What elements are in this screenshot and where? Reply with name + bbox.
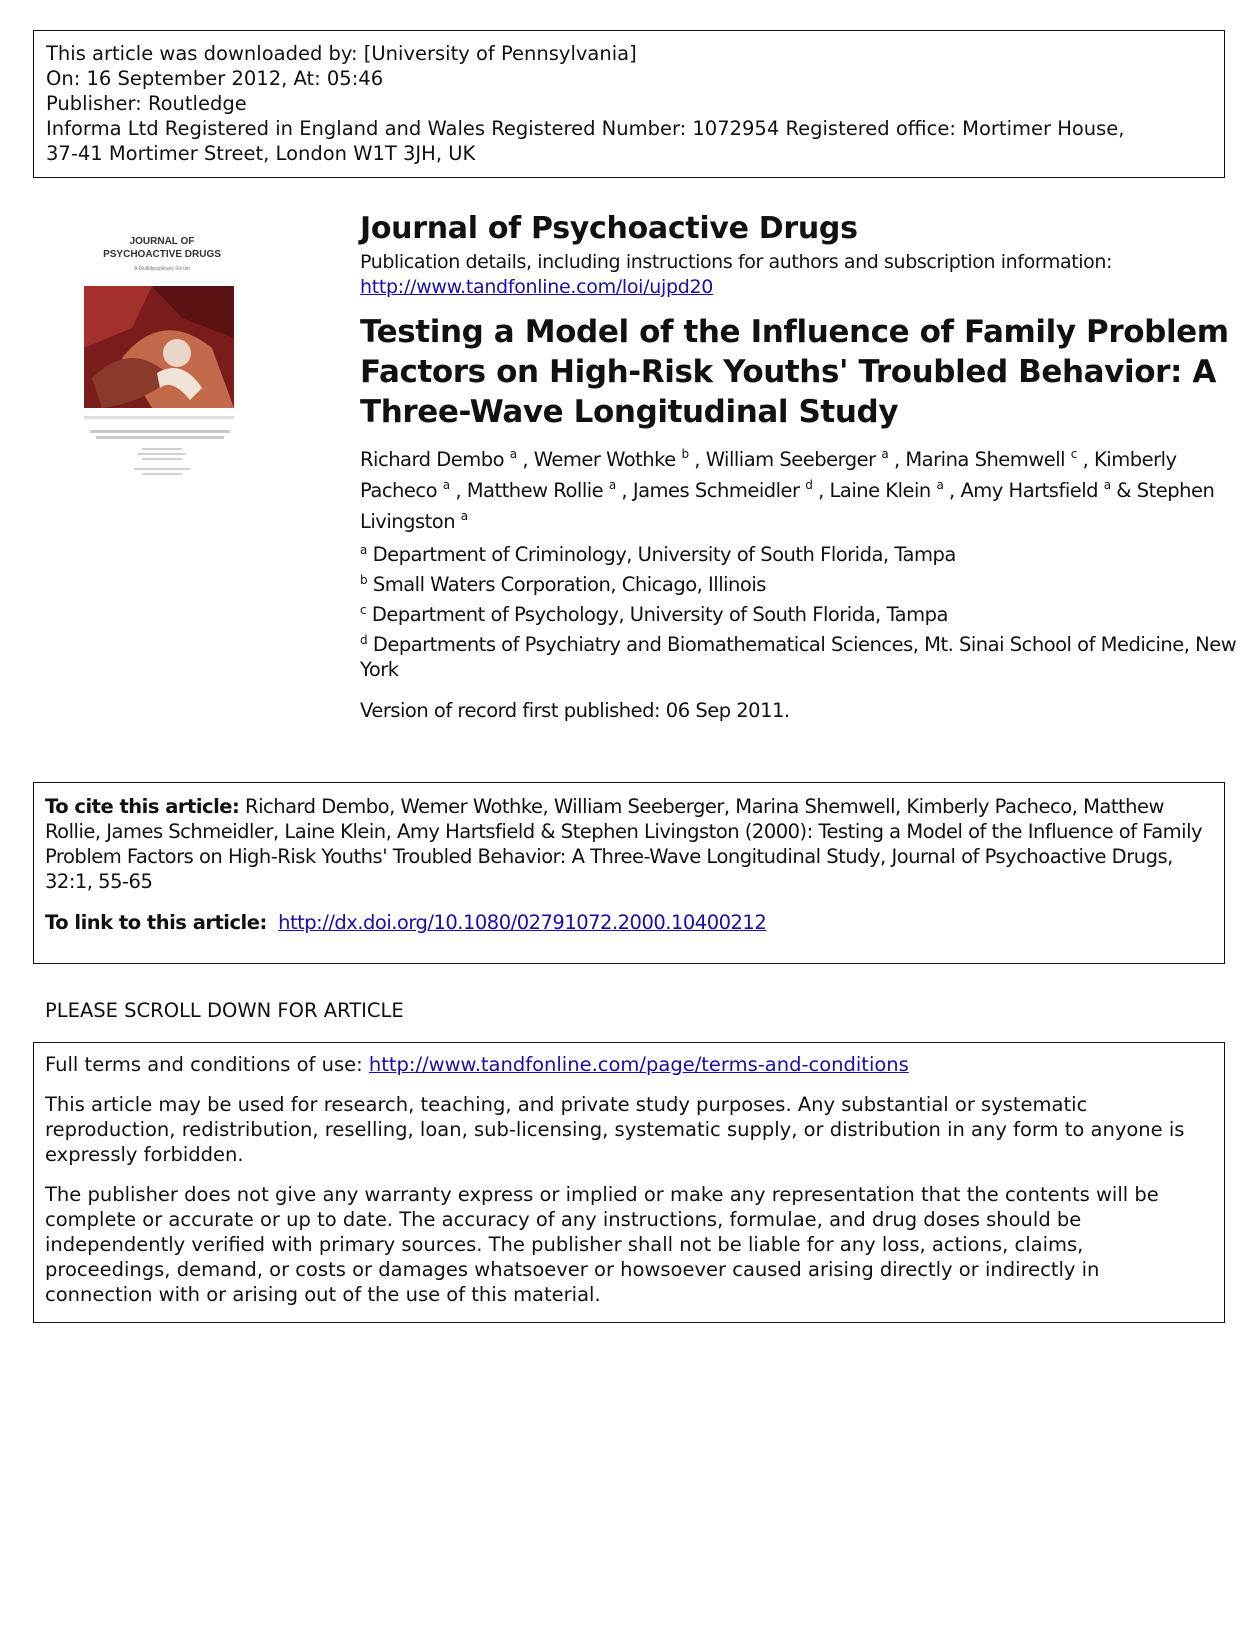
author-name: Stephen Livingston	[360, 479, 1215, 533]
author-affiliation-mark: a	[936, 478, 944, 492]
terms-link-row	[45, 1052, 1213, 1077]
author-affiliation-mark: a	[509, 447, 517, 461]
download-line: This article was downloaded by: [University of Pennsylvania]	[46, 42, 637, 65]
author-name: Matthew Rollie	[466, 479, 604, 502]
doi-link[interactable]: http://dx.doi.org/10.1080/02791072.2000.10400212	[278, 911, 767, 934]
cover-title-line2: PSYCHOACTIVE DRUGS	[103, 249, 221, 260]
affiliation-text: Departments of Psychiatry and Biomathematical Sciences, Mt. Sinai School of Medicine, New York	[360, 633, 1237, 681]
download-line: On: 16 September 2012, At: 05:46	[46, 67, 384, 90]
author-name: Amy Hartsfield	[960, 479, 1099, 502]
journal-cover-image	[62, 228, 262, 498]
article-title: Testing a Model of the Influence of Family Problem Factors on High-Risk Youths' Troubled Behavior: A Three-Wave Longitudinal Study	[360, 314, 1229, 430]
author-name: Marina Shemwell	[905, 448, 1066, 471]
citation-box	[33, 782, 1225, 964]
cover-subtitle: A Multidisciplinary Forum	[134, 266, 190, 272]
terms-paragraph-disclaimer: The publisher does not give any warranty express or implied or make any representation that the contents will be complete or accurate or up to date. The accuracy of any instructions, formulae, and drug doses should be independently verified with primary sources. The publisher shall not be liable for any loss, actions, claims, proceedings, demand, or costs or damages whatsoever or howsoever caused arising directly or indirectly in connection with or arising out of the use of this material.	[45, 1183, 1159, 1306]
download-notice-box	[33, 30, 1225, 178]
journal-link[interactable]: http://www.tandfonline.com/loi/ujpd20	[360, 276, 714, 298]
cite-label: To cite this article:	[45, 795, 240, 818]
article-link-row	[45, 910, 1213, 935]
author-name: Laine Klein	[829, 479, 931, 502]
affiliation	[360, 542, 1240, 567]
version-of-record: Version of record first published: 06 Sep 2011.	[360, 699, 790, 722]
author-affiliation-mark: a	[1103, 478, 1111, 492]
article-header	[360, 210, 1240, 723]
affiliation-text: Small Waters Corporation, Chicago, Illinois	[372, 573, 766, 596]
author-affiliation-mark: c	[1070, 447, 1077, 461]
citation-text-block	[45, 794, 1213, 894]
affiliation-key: d	[360, 633, 368, 647]
terms-link[interactable]: http://www.tandfonline.com/page/terms-and-conditions	[368, 1053, 909, 1076]
author-affiliation-mark: b	[681, 447, 689, 461]
terms-box	[33, 1042, 1225, 1323]
author-affiliation-mark: a	[608, 478, 616, 492]
author-name: Richard Dembo	[360, 448, 505, 471]
affiliation	[360, 602, 1240, 627]
author-name: Kimberly Pacheco	[360, 448, 1177, 502]
publication-details: Publication details, including instructions for authors and subscription information:	[360, 251, 1113, 273]
download-line: Informa Ltd Registered in England and Wales Registered Number: 1072954 Registered office: Mortimer House,	[46, 117, 1125, 140]
cite-text: Richard Dembo, Wemer Wothke, William Seeberger, Marina Shemwell, Kimberly Pacheco, Matthew Rollie, James Schmeidler, Laine Klein, Amy Hartsfield & Stephen Livingston (2000): Testing a Model of the Influence of Family Problem Factors on High-Risk Youths' Troubled Behavior: A Three-Wave Longitudinal Study, Journal of Psychoactive Drugs, 32:1, 55-65	[45, 795, 1203, 893]
download-line: 37-41 Mortimer Street, London W1T 3JH, UK	[46, 142, 476, 165]
author-affiliation-mark: d	[805, 478, 813, 492]
terms-label: Full terms and conditions of use:	[45, 1053, 363, 1076]
link-label: To link to this article:	[45, 911, 267, 934]
author-name: Wemer Wothke	[533, 448, 676, 471]
terms-paragraph-usage: This article may be used for research, teaching, and private study purposes. Any substantial or systematic reproduction, redistribution, reselling, loan, sub-licensing, systematic supply, or distribution in any form to anyone is expressly forbidden.	[45, 1093, 1185, 1166]
affiliation-text: Department of Psychology, University of South Florida, Tampa	[371, 603, 948, 626]
affiliation-key: a	[360, 543, 367, 557]
scroll-notice: PLEASE SCROLL DOWN FOR ARTICLE	[45, 999, 404, 1022]
affiliation-key: c	[360, 603, 367, 617]
cover-title-line1: JOURNAL OF	[129, 236, 195, 247]
author-list: Richard Dembo $^a$ , Wemer Wothke $^b$ , William Seeberger $^a$ , Marina Shemwell $^c$ , Kimberly Pacheco $^a$ , Matthew Rollie $^a$ , James Schmeidler $^d$ , Laine Klein $^a$ , Amy Hartsfield $^a$ & Stephen Livingston $^a$	[360, 447, 1215, 533]
affiliation	[360, 632, 1240, 682]
affiliation-text: Department of Criminology, University of South Florida, Tampa	[372, 543, 956, 566]
download-line: Publisher: Routledge	[46, 92, 247, 115]
affiliation	[360, 572, 1240, 597]
author-name: William Seeberger	[705, 448, 876, 471]
author-affiliation-mark: a	[881, 447, 889, 461]
journal-title: Journal of Psychoactive Drugs	[360, 211, 858, 246]
affiliation-key: b	[360, 573, 368, 587]
author-affiliation-mark: a	[460, 509, 468, 523]
author-affiliation-mark: a	[442, 478, 450, 492]
author-name: James Schmeidler	[632, 479, 800, 502]
